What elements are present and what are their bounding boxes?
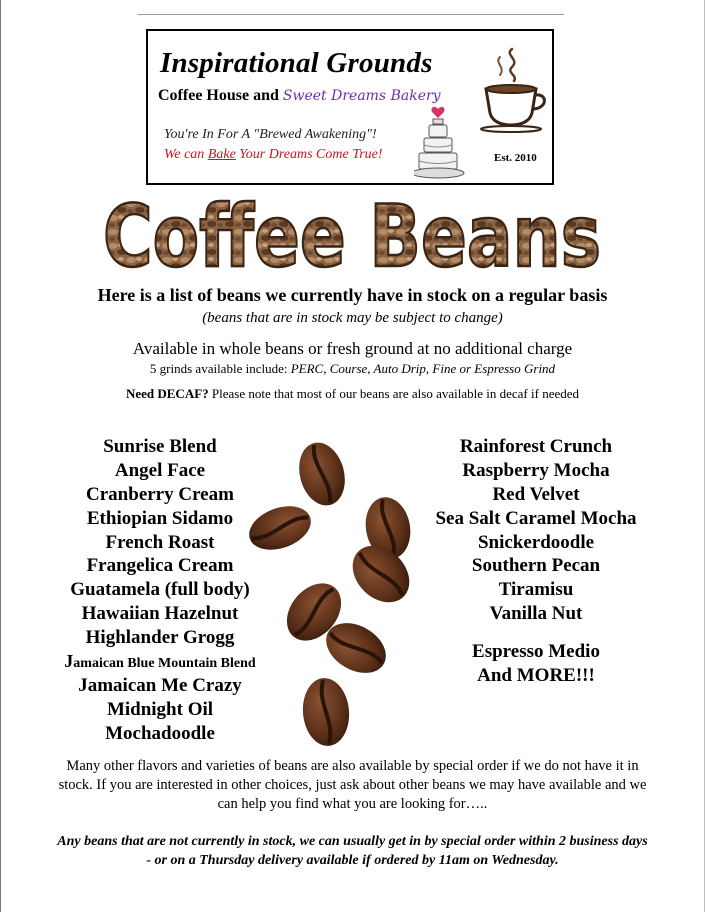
bean-item-initial: J [64,651,74,672]
bean-item: Red Velvet [492,483,580,505]
coffee-bean-icon [300,676,352,748]
bean-item: Jamaican Me Crazy [78,674,242,696]
decaf-label: Need DECAF? [125,386,209,401]
business-name: Inspirational Grounds [160,47,433,79]
grinds-line [0,361,705,377]
cake-icon [414,105,470,183]
coffee-cup-icon [478,43,550,133]
bean-item: Guatamela (full body) [70,579,250,601]
bean-item: Sunrise Blend [103,436,217,457]
coffee-bean-icon [244,498,317,557]
intro-line: Here is a list of beans we currently have in stock on a regular basis [97,285,608,305]
bean-item: Hawaiian Hazelnut [81,603,239,625]
bean-item: Tiramisu [498,579,574,601]
decaf-text: Please note that most of our beans are also available in decaf if needed [208,386,580,401]
bean-item: Mochadoodle [105,722,215,744]
beans-list-right [412,435,660,688]
bean-item: Raspberry Mocha [462,459,610,481]
tagline-1: You're In For A "Brewed Awakening"! [164,127,377,142]
coffee-bean-icon [292,437,351,510]
established-label: Est. 2010 [494,152,537,164]
decaf-line [0,386,705,402]
coffee-beans-title [0,186,705,282]
bean-item: Midnight Oil [106,698,214,720]
tagline-2-underlined: Bake [207,147,236,162]
bean-item: Angel Face [114,459,206,481]
bean-item-extra: And MORE!!! [477,665,595,687]
intro-note: (beans that are in stock may be subject to change) [202,310,503,326]
bean-item: Jamaican Blue Mountain Blend [64,651,256,672]
bean-item: Vanilla Nut [489,603,583,625]
delivery-note: Any beans that are not currently in stock, we can usually get in by special order within 2 business days - or on a Thursday delivery available if ordered by 11am on Wednesday. [57,834,648,868]
logo-subtitle [158,87,441,105]
tagline-2 [164,147,383,163]
grinds-label: 5 grinds available include: [149,361,291,376]
title-text: Coffee Beans [103,187,601,282]
bean-item-extra: Espresso Medio [472,641,600,663]
bean-item: Highlander Grogg [85,627,235,649]
availability-line: Available in whole beans or fresh ground at no additional charge [132,339,573,358]
special-order-paragraph: Many other flavors and varieties of beans are also available by special order if we do not have it in stock. If you are interested in other choices, just ask about other beans we may have available and we can help you find what you are looking for….. [58,758,647,812]
grinds-list: PERC, Course, Auto Drip, Fine or Espresso Grind [290,361,556,376]
page-edge-left [0,0,1,912]
logo-box [146,29,554,185]
bean-item: Sea Salt Caramel Mocha [435,507,637,529]
beans-list-left [45,435,275,746]
top-rule [138,14,564,15]
bean-item: Southern Pecan [471,555,601,577]
bean-item: Cranberry Cream [86,483,234,505]
list-spacer [412,626,660,640]
tagline-2-post: Your Dreams Come True! [235,147,383,162]
tagline-2-pre: We can [164,147,208,162]
bean-item: Rainforest Crunch [459,436,613,457]
bakery-name: Sweet Dreams Bakery [282,88,441,104]
bean-item: Frangelica Cream [86,555,234,577]
coffee-house-label: Coffee House and [158,87,279,104]
bean-item: French Roast [105,531,215,553]
bean-item: Ethiopian Sidamo [86,507,234,529]
coffee-beans-illustration [244,430,424,750]
bean-item: Snickerdoodle [477,531,595,553]
